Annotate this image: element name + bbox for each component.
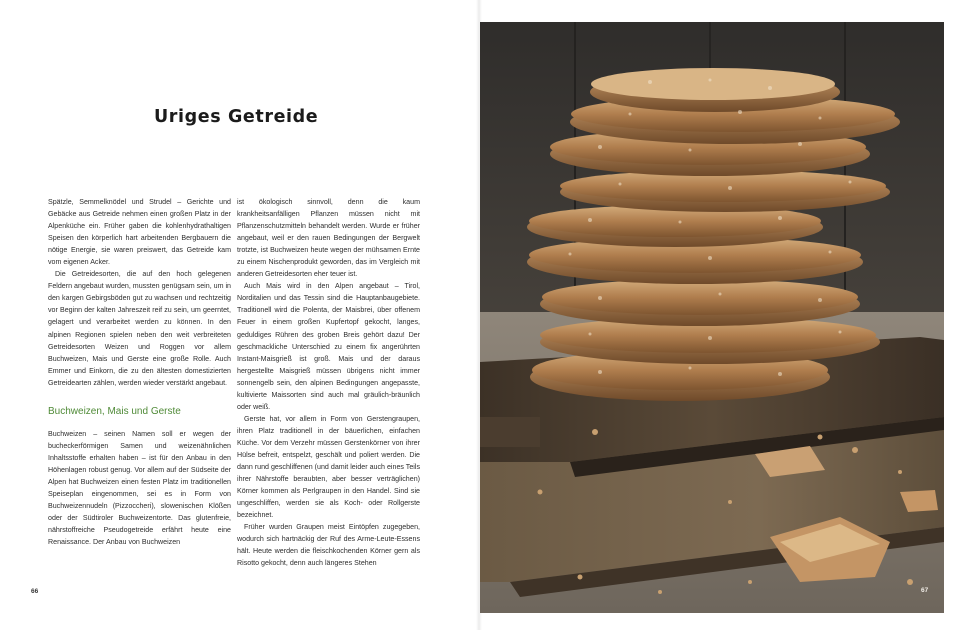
paragraph-buckwheat: Buchweizen – seinen Namen soll er wegen der bucheckerförmigen Samen und weizenähnlichen Inhaltsstoffe erhalten haben – ist für den Anbau in den Höhenlagen robust genug. Vor allem auf der Südseite der Alpen hat Buchweizen einen festen Platz im traditionellen Speiseplan eingenommen, sei es in Form von Buchweizennudeln (Pizzoccheri), slowenischen Klößen oder der Südtiroler Buchweizentorte. Das glutenfreie, nährstoffreiche Pseudogetreide erfährt heute eine Renaissance. Der Anbau von Buchweizen	[48, 429, 231, 547]
paragraph-corn: Auch Mais wird in den Alpen angebaut – Tirol, Norditalien und das Tessin sind die Hauptanbaugebiete. Traditionell wird die Polenta, der Maisbrei, über offenem Feuer in einem großen Kupfertopf gekocht, langes, geduldiges Rühren des groben Breis gehört dazu! Der geschmackliche Unterschied zu einem fix angerührten Instant-Maisgrieß ist groß. Mais und der daraus hergestellte Maisgrieß müssen übrigens nicht immer sonnengelb sein, den alpinen Bedingungen angepasste, kultivierte Maissorten sind auch mal gräulich-bräunlich oder weiß.	[237, 282, 420, 411]
paragraph-buckwheat-cont: ist ökologisch sinnvoll, denn die kaum krankheitsanfälligen Pflanzen müssen nicht mit Pflanzenschutzmitteln behandelt werden. Wurde er früher angebaut, weil er den rauen Bedingungen der Bergwelt trotzte, ist Buchweizen heute wegen der mühsamen Ernte zu einem Nischenprodukt geworden, das im Vergleich mit anderen Getreidesorten eher teuer ist.	[237, 198, 420, 279]
text-column-2	[237, 196, 420, 569]
left-page	[0, 0, 480, 630]
paragraph-groats: Früher wurden Graupen meist Eintöpfen zugegeben, wodurch sich hartnäckig der Ruf des Arme-Leute-Essens hält. Heute werden die fleischkochenden Körner gern als Risotto gekocht, denn auch längeres Stehen	[237, 523, 420, 568]
paragraph-grain-varieties: Die Getreidesorten, die auf den hoch gelegenen Feldern angebaut wurden, mussten genügsam sein, um in den kargen Gebirgsböden gut zu wachsen und rechtzeitig vor Beginn der kalten Jahreszeit reif zu sein, um geerntet, gelagert und verarbeitet werden zu können. In den alpinen Regionen spielen neben den weit verbreiteten Getreidesorten Weizen und Roggen vor allem Buchweizen, Mais und Gerste eine große Rolle. Auch Emmer und Einkorn, die zu den ältesten domestizierten Getreidearten zählen, werden wieder verstärkt angebaut.	[48, 270, 231, 387]
section-subhead: Buchweizen, Mais und Gerste	[48, 405, 181, 417]
page-number-right: 67	[921, 587, 929, 594]
photo-crispbread-stack	[480, 22, 944, 613]
paragraph-barley: Gerste hat, vor allem in Form von Gerstengraupen, ihren Platz traditionell in der bäuerlichen, einfachen Küche. Vor dem Verzehr müssen Gerstenkörner von ihrer Hülse befreit, entspelzt, geschält und poliert werden. Die dann rund geschliffenen (und damit leider auch eines Teils ihrer Nährstoffe beraubten, aber besser verträglichen) Körner kommen als Perlgraupen in den Handel. Sind sie ungeschliffen, werden sie als Koch- oder Rollgerste bezeichnet.	[237, 414, 420, 520]
stack-of-crispbread-icon	[480, 22, 944, 613]
page-number-left: 66	[31, 588, 39, 595]
page-title: Uriges Getreide	[154, 107, 319, 127]
paragraph-intro: Spätzle, Semmelknödel und Strudel – Gerichte und Gebäcke aus Getreide nehmen einen großen Platz in der Alpenküche ein. Früher gaben die kohlenhydrathaltigen Speisen den körperlich hart arbeitenden Bergbauern die nötige Energie, sie waren preiswert, das Getreide kam vom eigenen Acker.	[48, 198, 231, 267]
text-column-1	[48, 196, 231, 548]
